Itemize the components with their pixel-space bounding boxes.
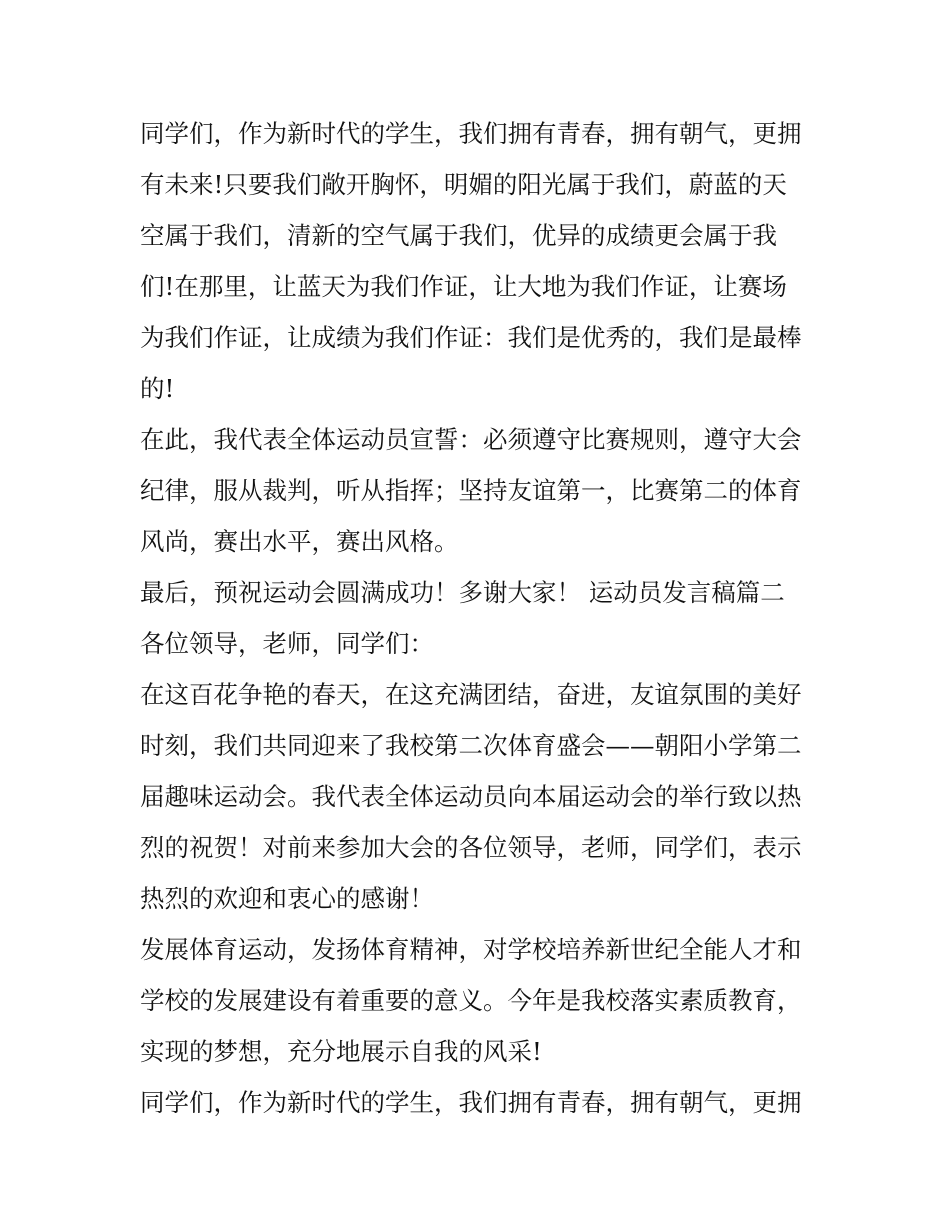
text-line: 最后，预祝运动会圆满成功！多谢大家！ 运动员发言稿篇二	[140, 578, 785, 607]
text-line: 同学们，作为新时代的学生，我们拥有青春，拥有朝气，更拥	[140, 119, 802, 148]
text-line: 实现的梦想，充分地展示自我的风采!	[140, 1037, 542, 1066]
text-line: 在此，我代表全体运动员宣誓：必须遵守比赛规则，遵守大会	[140, 425, 802, 454]
text-line: 为我们作证，让成绩为我们作证：我们是优秀的，我们是最棒	[140, 323, 802, 352]
text-line: 发展体育运动，发扬体育精神，对学校培养新世纪全能人才和	[140, 935, 802, 964]
text-line: 们!在那里，让蓝天为我们作证，让大地为我们作证，让赛场	[140, 272, 787, 301]
text-line: 有未来!只要我们敞开胸怀，明媚的阳光属于我们，蔚蓝的天	[140, 170, 787, 199]
text-line: 时刻，我们共同迎来了我校第二次体育盛会——朝阳小学第二	[140, 731, 802, 760]
text-line: 同学们，作为新时代的学生，我们拥有青春，拥有朝气，更拥	[140, 1088, 802, 1117]
text-line: 的!	[140, 374, 175, 403]
text-line: 热烈的欢迎和衷心的感谢！	[140, 884, 434, 913]
text-line: 纪律，服从裁判，听从指挥；坚持友谊第一，比赛第二的体育	[140, 476, 802, 505]
text-line: 在这百花争艳的春天，在这充满团结，奋进，友谊氛围的美好	[140, 680, 802, 709]
document-body	[140, 108, 820, 1128]
text-line: 各位领导，老师，同学们：	[140, 629, 434, 658]
text-line: 烈的祝贺！对前来参加大会的各位领导，老师，同学们，表示	[140, 833, 802, 862]
text-line: 学校的发展建设有着重要的意义。今年是我校落实素质教育，	[140, 986, 802, 1015]
text-line: 空属于我们，清新的空气属于我们，优异的成绩更会属于我	[140, 221, 777, 250]
text-line: 风尚，赛出水平，赛出风格。	[140, 527, 459, 556]
text-line: 届趣味运动会。我代表全体运动员向本届运动会的举行致以热	[140, 782, 802, 811]
